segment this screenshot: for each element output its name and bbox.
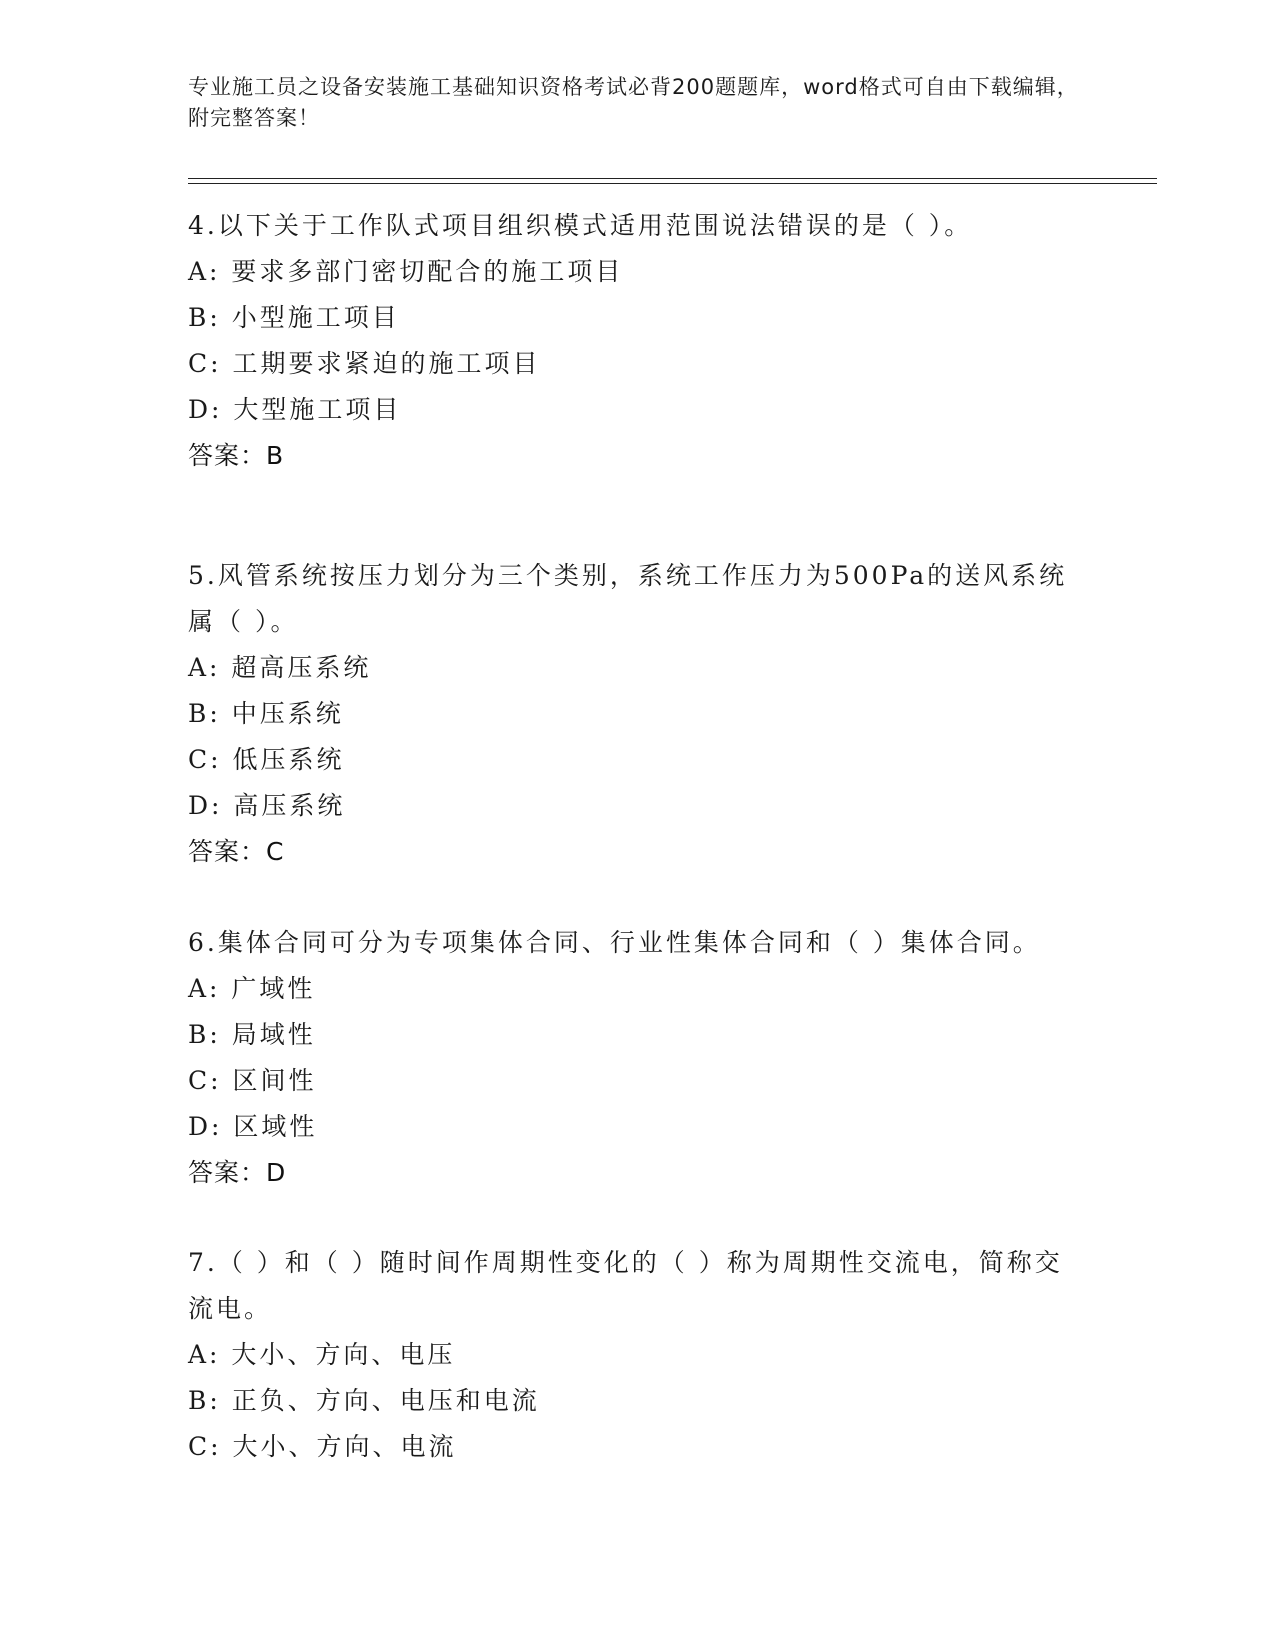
option-c: C: 区间性	[188, 1066, 317, 1095]
answer: 答案：C	[188, 837, 285, 866]
option-a: A: 广域性	[188, 974, 316, 1003]
header-title: 专业施工员之设备安装施工基础知识资格考试必背200题题库，word格式可自由下载编辑，附完整答案！	[188, 75, 1079, 130]
option-b: B: 小型施工项目	[188, 303, 400, 332]
option-c: C: 工期要求紧迫的施工项目	[188, 349, 541, 378]
document-header	[188, 72, 1088, 134]
option-c: C: 低压系统	[188, 745, 345, 774]
option-b: B: 正负、方向、电压和电流	[188, 1386, 540, 1415]
answer: 答案：D	[188, 1158, 287, 1187]
question-stem: 7.（ ）和（ ）随时间作周期性变化的（ ）称为周期性交流电，简称交流电。	[188, 1248, 1063, 1323]
question-4	[188, 203, 1088, 479]
question-5	[188, 553, 1088, 875]
option-b: B: 中压系统	[188, 699, 344, 728]
question-stem: 5.风管系统按压力划分为三个类别，系统工作压力为500Pa的送风系统属（ ）。	[188, 561, 1068, 636]
question-6	[188, 920, 1088, 1196]
option-a: A: 超高压系统	[188, 653, 372, 682]
option-b: B: 局域性	[188, 1020, 316, 1049]
option-d: D: 区域性	[188, 1112, 318, 1141]
answer: 答案：B	[188, 441, 285, 470]
option-c: C: 大小、方向、电流	[188, 1432, 457, 1461]
option-a: A: 大小、方向、电压	[188, 1340, 456, 1369]
header-divider	[188, 178, 1157, 184]
question-stem: 6.集体合同可分为专项集体合同、行业性集体合同和（ ）集体合同。	[188, 928, 1041, 957]
option-d: D: 高压系统	[188, 791, 346, 820]
option-a: A: 要求多部门密切配合的施工项目	[188, 257, 624, 286]
question-stem: 4.以下关于工作队式项目组织模式适用范围说法错误的是（ ）。	[188, 211, 973, 240]
option-d: D: 大型施工项目	[188, 395, 402, 424]
question-7	[188, 1240, 1088, 1470]
